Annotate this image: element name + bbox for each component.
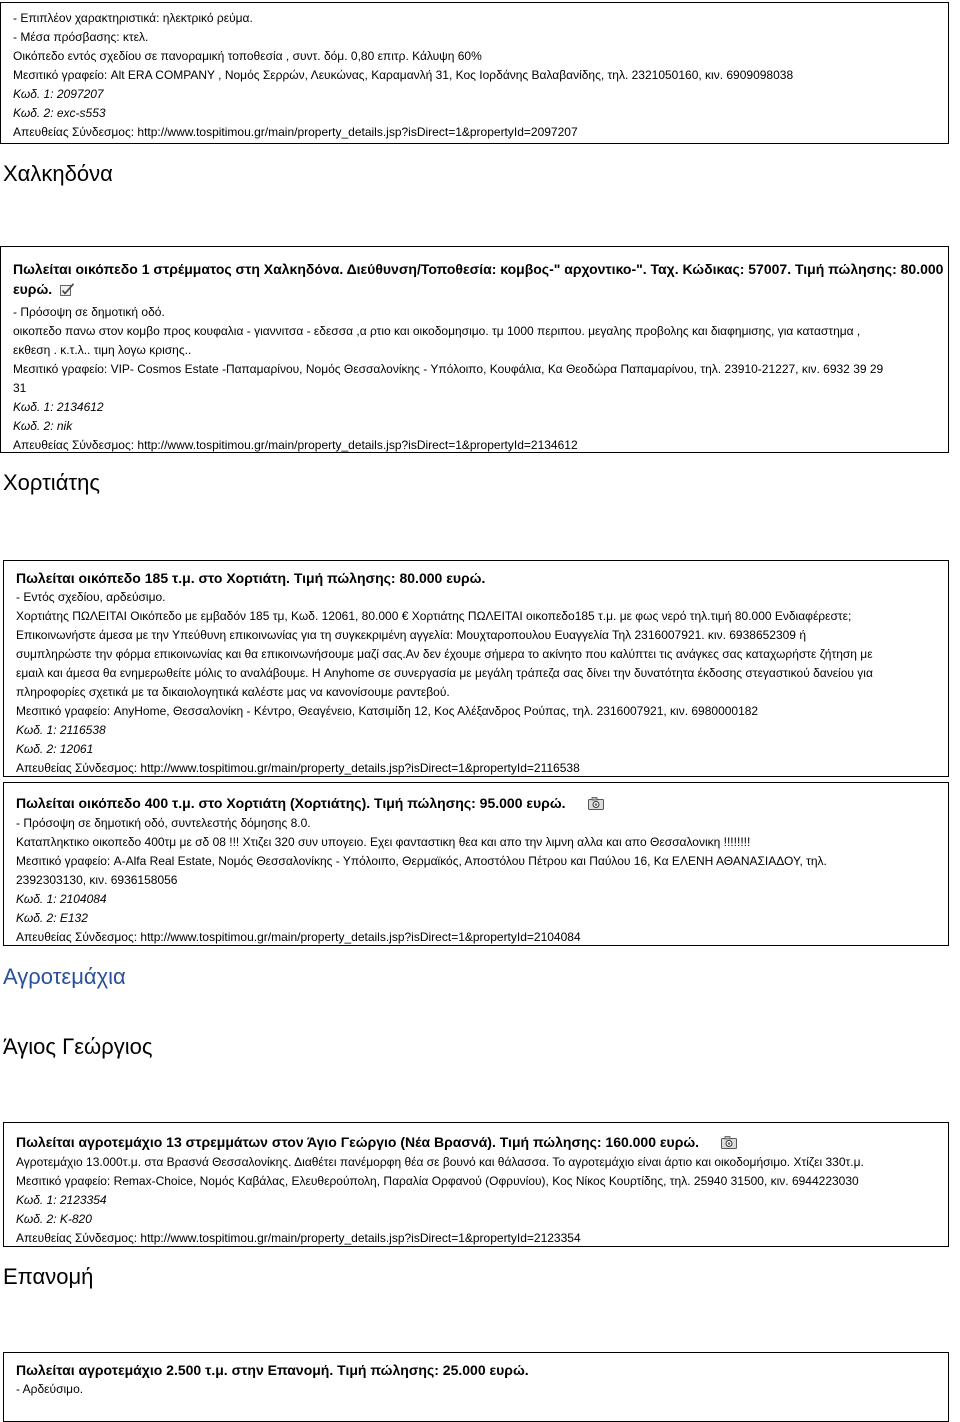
listing-agency: Μεσιτικό γραφείο: AnyHome, Θεσσαλονίκη - Κέντρο, Θεαγένειο, Κατσιμίδη 12, Κος Αλέξανδρος Ρούπας, τηλ. 2316007921, κιν. 6980000182 [16, 704, 759, 718]
listing-card-2123354 [3, 1122, 949, 1247]
section-heading-chortiatis: Χορτιάτης [3, 470, 100, 495]
camera-icon[interactable] [721, 1136, 736, 1148]
listing-title-end: ευρώ. [13, 281, 53, 297]
listing-code-1: Κωδ. 1: 2123354 [16, 1193, 107, 1207]
listing-frontage: - Πρόσοψη σε δημοτική οδό, συντελεστής δόμησης 8.0. [16, 816, 311, 830]
listing-code-2: Κωδ. 2: nik [13, 419, 73, 433]
listing-description: Αγροτεμάχιο 13.000τ.μ. στα Βρασνά Θεσσαλονίκης. Διαθέτει πανέμορφη θέα σε βουνό και θάλασσα. Το αγροτεμάχιο είναι άρτιο και οικοδομήσιμο. Χτίζει 330τ.μ. [16, 1155, 864, 1169]
listing-title-cont [13, 281, 75, 298]
listing-code-1: Κωδ. 1: 2116538 [16, 723, 106, 737]
listing-description-2: Επικοινωνήστε άμεσα με την Υπεύθυνη επικοινωνίας για τη συγκεκριμένη αγγελία: Μουχταροπουλου Ευαγγελία Τηλ 2316007921. κιν. 6938652309 ή [16, 628, 806, 642]
listing-direct-link[interactable]: Απευθείας Σύνδεσμος: http://www.tospitimou.gr/main/property_details.jsp?isDirect=1&propertyId=2097207 [13, 125, 578, 139]
listing-agency: Μεσιτικό γραφείο: A-Alfa Real Estate, Νομός Θεσσαλονίκης - Υπόλοιπο, Θερμαϊκός, Αποστόλου Πέτρου και Παύλου 16, Κα ΕΛΕΝΗ ΑΘΑΝΑΣΙΑΔΟΥ, τηλ. [16, 854, 827, 868]
listing-description: Καταπληκτικο οικοπεδο 400τμ με σδ 08 !!! Χτιζει 320 συν υπογειο. Εχει φανταστικη θεα και απο την λιμνη αλλα και απο Θεσσαλονικη !!!!!!!! [16, 835, 751, 849]
listing-direct-link[interactable]: Απευθείας Σύνδεσμος: http://www.tospitimou.gr/main/property_details.jsp?isDirect=1&propertyId=2134612 [13, 438, 578, 452]
listing-title: Πωλείται οικόπεδο 1 στρέμματος στη Χαλκηδόνα. Διεύθυνση/Τοποθεσία: κομβος-" αρχοντικο-". Ταχ. Κώδικας: 57007. Τιμή πώλησης: 80.000 [13, 261, 944, 277]
listing-code-1: Κωδ. 1: 2097207 [13, 87, 104, 101]
listing-title-text: Πωλείται αγροτεμάχιο 13 στρεμμάτων στον Άγιο Γεώργιο (Νέα Βρασνά). Τιμή πώλησης: 160.000 ευρώ. [16, 1134, 700, 1150]
listing-description: Χορτιάτης ΠΩΛΕΙΤΑΙ Οικόπεδο με εμβαδόν 185 τμ, Κωδ. 12061, 80.000 € Χορτιάτης ΠΩΛΕΙΤΑΙ οικοπεδο185 τ.μ. με φως νερό τηλ.τιμή 80.000 Ενδιαφέρεστε; [16, 609, 852, 623]
listing-description: Οικόπεδο εντός σχεδίου σε πανοραμική τοποθεσία , συντ. δόμ. 0,80 επιτρ. Κάλυψη 60% [13, 49, 482, 63]
listing-agency: Μεσιτικό γραφείο: Alt ERA COMPANY , Νομός Σερρών, Λευκώνας, Καραμανλή 31, Κος Ιορδάνης Βαλαβανίδης, τηλ. 2321050160, κιν. 6909098038 [13, 68, 794, 82]
listing-card-2116538 [3, 560, 949, 777]
listing-description-3: συμπληρώστε την φόρμα επικοινωνίας και θα επικοινωνήσουμε μαζί σας.Αν δεν έχουμε σήμερα το ακίνητο που καλύπτει τις ανάγκες σας καταχωρήστε ζήτηση με [16, 647, 873, 661]
listing-code-2: Κωδ. 2: exc-s553 [13, 106, 106, 120]
listing-card-2104084 [3, 782, 949, 946]
listing-access: - Μέσα πρόσβασης: κτελ. [13, 30, 149, 44]
listing-code-1: Κωδ. 1: 2104084 [16, 892, 107, 906]
listing-title [16, 1134, 736, 1151]
listing-description-5: πληροφορίες σχετικά με τα δικαιολογητικά καλέστε μας να κανονίσουμε ραντεβού. [16, 685, 450, 699]
listing-card-2097207 [0, 2, 949, 144]
listing-description-cont: εκθεση . κ.τ.λ.. τιμη λογω κρισης.. [13, 343, 192, 357]
listing-irrigation: - Αρδεύσιμο. [16, 1382, 84, 1396]
checkbox-icon [60, 283, 75, 295]
listing-agency-cont: 31 [13, 381, 27, 395]
section-heading-agios-georgios: Άγιος Γεώργιος [3, 1034, 153, 1059]
listing-description: οικοπεδο πανω στον κομβο προς κουφαλια - γιαννιτσα - εδεσσα ,α ρτιο και οικοδομησιμο. τμ 1000 περιπου. μεγαλης προβολης και διαφημισης, για καταστημα , [13, 324, 861, 338]
listing-agency: Μεσιτικό γραφείο: VIP- Cosmos Estate -Παπαμαρίνου, Νομός Θεσσαλονίκης - Υπόλοιπο, Κουφάλια, Κα Θεοδώρα Παπαμαρίνου, τηλ. 23910-21227, κιν. 6932 39 29 [13, 362, 884, 376]
camera-icon[interactable] [588, 797, 603, 809]
listing-agency-cont: 2392303130, κιν. 6936158056 [16, 873, 178, 887]
listing-plan-status: - Εντός σχεδίου, αρδεύσιμο. [16, 590, 166, 604]
listing-card-2134612 [0, 246, 949, 453]
section-heading-epanomi: Επανομή [3, 1264, 94, 1289]
listing-frontage: - Πρόσοψη σε δημοτική οδό. [13, 305, 165, 319]
listing-direct-link[interactable]: Απευθείας Σύνδεσμος: http://www.tospitimou.gr/main/property_details.jsp?isDirect=1&propertyId=2123354 [16, 1231, 581, 1245]
section-heading-chalkidona: Χαλκηδόνα [3, 161, 113, 186]
listing-agency: Μεσιτικό γραφείο: Remax-Choice, Νομός Καβάλας, Ελευθερούπολη, Παραλία Ορφανού (Οφρυνίου), Κος Νίκος Κουρτίδης, τηλ. 25940 31500, κιν. 6944223030 [16, 1174, 859, 1188]
listing-card-epanomi [3, 1352, 949, 1422]
listing-title: Πωλείται αγροτεμάχιο 2.500 τ.μ. στην Επανομή. Τιμή πώλησης: 25.000 ευρώ. [16, 1362, 529, 1378]
listing-title [16, 795, 603, 812]
listing-title-text: Πωλείται οικόπεδο 400 τ.μ. στο Χορτιάτη (Χορτιάτης). Τιμή πώλησης: 95.000 ευρώ. [16, 795, 566, 811]
section-heading-agrotemachia: Αγροτεμάχια [3, 964, 126, 989]
listing-code-1: Κωδ. 1: 2134612 [13, 400, 104, 414]
listing-code-2: Κωδ. 2: E132 [16, 911, 88, 925]
listing-description-4: εμαιλ και άμεσα θα ενημερωθείτε μόλις το αναλάβουμε. Η Anyhome σε συνεργασία με μεγάλη τράπεζα σας δίνει την δυνατότητα έκδοσης στεγαστικού δανείου για [16, 666, 873, 680]
listing-code-2: Κωδ. 2: K-820 [16, 1212, 92, 1226]
listing-direct-link[interactable]: Απευθείας Σύνδεσμος: http://www.tospitimou.gr/main/property_details.jsp?isDirect=1&propertyId=2116538 [16, 761, 580, 775]
listing-direct-link[interactable]: Απευθείας Σύνδεσμος: http://www.tospitimou.gr/main/property_details.jsp?isDirect=1&propertyId=2104084 [16, 930, 581, 944]
listing-feature: - Επιπλέον χαρακτηριστικά: ηλεκτρικό ρεύμα. [13, 11, 253, 25]
listing-code-2: Κωδ. 2: 12061 [16, 742, 94, 756]
listing-title: Πωλείται οικόπεδο 185 τ.μ. στο Χορτιάτη. Τιμή πώλησης: 80.000 ευρώ. [16, 570, 486, 586]
